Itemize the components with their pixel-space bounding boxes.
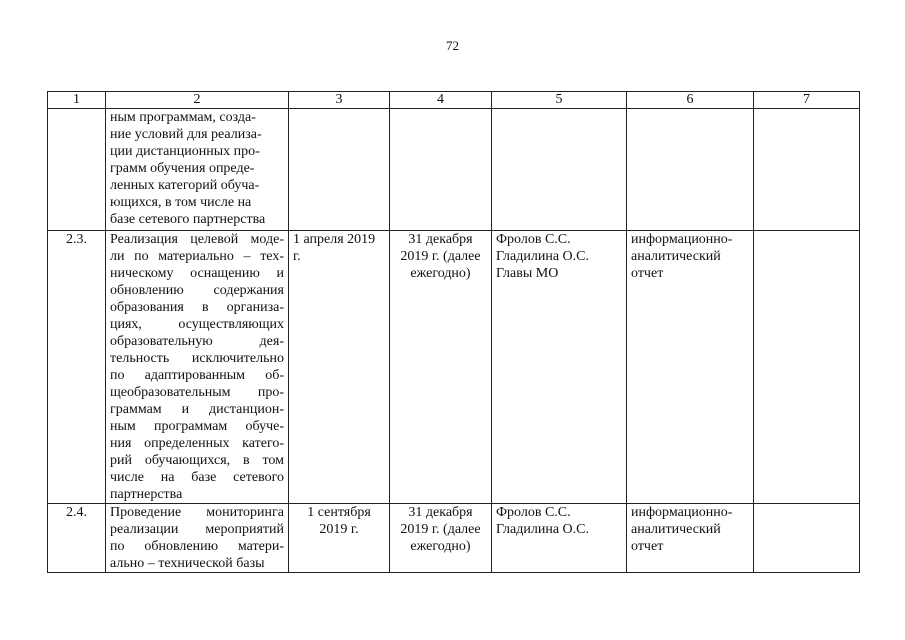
responsible-persons (492, 231, 627, 504)
text-line: информационно- (631, 505, 733, 520)
item-number: 2.3. (48, 231, 106, 504)
column-header: 1 (48, 92, 106, 109)
table-row (48, 109, 860, 231)
text-line: 2019 г. (далее (400, 522, 481, 537)
text-line: ние условий для реализа- (110, 127, 262, 142)
column-header: 7 (754, 92, 860, 109)
text-line: аналитический (631, 249, 721, 264)
activity-description (106, 504, 289, 573)
text-line: Гладилина О.С. (496, 522, 589, 537)
result-form (627, 504, 754, 573)
responsible-persons (492, 109, 627, 231)
text-line: числе на базе сетевого (110, 470, 284, 485)
column-header: 6 (627, 92, 754, 109)
end-date (390, 109, 492, 231)
item-number (48, 109, 106, 231)
text-line: обновлению содержания (110, 283, 284, 298)
text-line: Гладилина О.С. (496, 249, 589, 264)
text-line: Главы МО (496, 266, 559, 281)
activity-description (106, 231, 289, 504)
responsible-persons (492, 504, 627, 573)
text-line: базе сетевого партнерства (110, 212, 266, 227)
text-line: ническому оснащению и (110, 266, 284, 281)
text-line: 2019 г. (319, 522, 359, 537)
activity-description (106, 109, 289, 231)
text-line: ции дистанционных про- (110, 144, 260, 159)
end-date (390, 231, 492, 504)
text-line: ным программам обуче- (110, 419, 284, 434)
text-line: рий обучающихся, в том (110, 453, 284, 468)
text-line: образования в организа- (110, 300, 284, 315)
text-line: г. (293, 249, 301, 264)
text-line: циях, осуществляющих (110, 317, 284, 332)
text-line: партнерства (110, 487, 183, 502)
text-line: ленных категорий обуча- (110, 178, 260, 193)
result-form (627, 109, 754, 231)
text-line: тельность исключительно (110, 351, 284, 366)
column-header: 5 (492, 92, 627, 109)
text-line: отчет (631, 539, 664, 554)
text-line: реализации мероприятий (110, 522, 284, 537)
text-line: информационно- (631, 232, 733, 247)
table-row (48, 504, 860, 573)
text-line: 31 декабря (408, 505, 473, 520)
table-header-row (48, 92, 860, 109)
item-number: 2.4. (48, 504, 106, 573)
column-header: 3 (289, 92, 390, 109)
text-line: ли по материально – тех- (110, 249, 284, 264)
note (754, 504, 860, 573)
column-header: 4 (390, 92, 492, 109)
table-row (48, 231, 860, 504)
text-line: щеобразовательным про- (110, 385, 284, 400)
note (754, 109, 860, 231)
text-line: отчет (631, 266, 664, 281)
text-line: ным программам, созда- (110, 110, 256, 125)
text-line: образовательную дея- (110, 334, 284, 349)
text-line: по обновлению матери- (110, 539, 284, 554)
note (754, 231, 860, 504)
text-line: 31 декабря (408, 232, 473, 247)
text-line: 1 сентября (307, 505, 371, 520)
text-line: ния определенных катего- (110, 436, 284, 451)
text-line: граммам и дистанцион- (110, 402, 284, 417)
text-line: Реализация целевой моде- (110, 232, 284, 247)
text-line: по адаптированным об- (110, 368, 284, 383)
text-line: ально – технической базы (110, 556, 265, 571)
text-line: Фролов С.С. (496, 505, 571, 520)
text-line: ежегодно) (410, 266, 471, 281)
end-date (390, 504, 492, 573)
column-header: 2 (106, 92, 289, 109)
result-form (627, 231, 754, 504)
text-line: ежегодно) (410, 539, 471, 554)
text-line: грамм обучения опреде- (110, 161, 255, 176)
text-line: 2019 г. (далее (400, 249, 481, 264)
start-date (289, 504, 390, 573)
start-date (289, 109, 390, 231)
text-line: аналитический (631, 522, 721, 537)
text-line: Фролов С.С. (496, 232, 571, 247)
plan-table (47, 91, 860, 573)
text-line: Проведение мониторинга (110, 505, 284, 520)
text-line: ющихся, в том числе на (110, 195, 252, 210)
text-line: 1 апреля 2019 (293, 232, 376, 247)
start-date (289, 231, 390, 504)
page-number: 72 (446, 38, 459, 53)
